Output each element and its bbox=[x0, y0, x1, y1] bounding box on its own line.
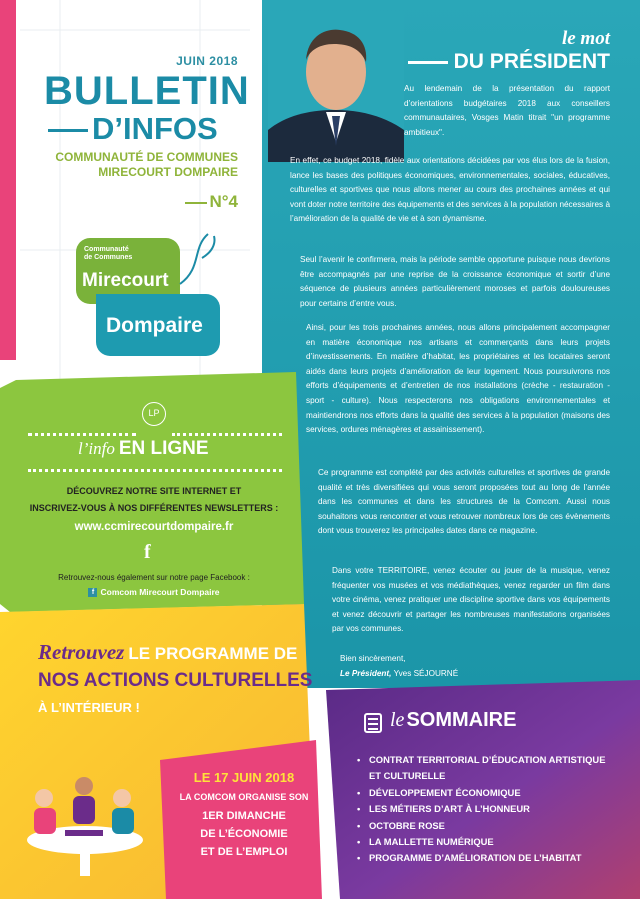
sommaire-item[interactable]: • LES MÉTIERS D’ART À L’HONNEUR bbox=[355, 801, 625, 817]
info-line-2: INSCRIVEZ-VOUS À NOS DIFFÉRENTES NEWSLETTERS : bbox=[29, 503, 279, 513]
event-line-3: DE L’ÉCONOMIE bbox=[200, 828, 288, 840]
logo-small-text bbox=[84, 246, 132, 262]
document-icon bbox=[364, 713, 382, 733]
president-paragraph-5: Ce programme est complété par des activités culturelles et sportives de grande qualité et très diversifiées qui vous seront proposées tout au long de l’année dans les communes et dans les structures de la Comcom. Aussi nous souhaitons vous rencontrer et vous retrouver nombreux lors de ces évènements dont vous trouverez les principales dates dans ce magazine. bbox=[318, 468, 610, 536]
president-photo bbox=[268, 12, 404, 162]
logo-swirl-icon bbox=[172, 228, 222, 288]
culture-line-3: À L’INTÉRIEUR ! bbox=[38, 700, 140, 715]
info-script: l’info bbox=[78, 439, 115, 458]
community-line-2: MIRECOURT DOMPAIRE bbox=[98, 165, 238, 179]
issue-number bbox=[172, 192, 238, 212]
issue-date: JUIN 2018 bbox=[176, 54, 238, 68]
sommaire-list bbox=[355, 752, 625, 867]
info-line-1: DÉCOUVREZ NOTRE SITE INTERNET ET bbox=[66, 486, 242, 496]
bulletin-title: BULLETIN bbox=[44, 69, 250, 113]
info-bold: EN LIGNE bbox=[118, 438, 209, 459]
issue-number-text: N°4 bbox=[209, 192, 238, 211]
facebook-icon[interactable]: f bbox=[144, 541, 151, 563]
issue-rule bbox=[185, 202, 207, 204]
mot-script: le mot bbox=[561, 28, 610, 49]
people-table-illustration bbox=[10, 770, 160, 880]
bulletin-subtitle bbox=[48, 112, 218, 146]
signature-name: Yves SÉJOURNÉ bbox=[393, 669, 459, 678]
logo-name-dompaire: Dompaire bbox=[106, 314, 203, 337]
signature-role: Le Président, bbox=[340, 669, 392, 678]
sommaire-item-continuation[interactable]: ET CULTURELLE bbox=[369, 770, 446, 782]
logo-name-mirecourt: Mirecourt bbox=[82, 270, 169, 291]
community-name bbox=[48, 150, 238, 180]
title-rule bbox=[48, 129, 88, 132]
president-paragraph-6: Dans votre TERRITOIRE, venez écouter ou jouer de la musique, venez fréquenter vos musées et vos médiathèques, venez regarder un film dans votre cinéma, venez pratiquer une discipline sportive dans vos équipements et venez découvrir et partager les nombreuses manifestations organisées par vos communes. bbox=[332, 566, 610, 634]
sommaire-item[interactable]: • PROGRAMME D’AMÉLIORATION DE L’HABITAT bbox=[355, 850, 625, 866]
president-paragraph-2: En effet, ce budget 2018, fidèle aux orientations décidées par vos élus lors de la fusion, lance les bases des politiques économiques, environnementales, sociales, éducatives, culturelles et sportives que nous allons mener au cours des prochaines années et qui vont doter notre territoire des équipements et des services à la population nécessaires à l’amélioration de la qualité de vie et à son dynamisme. bbox=[290, 156, 610, 224]
sommaire-title bbox=[390, 709, 516, 732]
culture-script: Retrouvez bbox=[38, 640, 125, 664]
facebook-small-icon: f bbox=[88, 588, 97, 597]
bulletin-subtitle-text: D’INFOS bbox=[92, 111, 218, 146]
sommaire-item[interactable]: • LA MALLETTE NUMÉRIQUE bbox=[355, 834, 625, 850]
culture-line-2: NOS ACTIONS CULTURELLES bbox=[38, 670, 313, 691]
community-logo bbox=[76, 238, 226, 362]
event-line-1: LA COMCOM ORGANISE SON bbox=[179, 792, 309, 802]
facebook-page-link[interactable] bbox=[20, 587, 288, 597]
signature-line bbox=[340, 666, 458, 681]
dotted-divider-right bbox=[172, 433, 282, 436]
president-paragraph-3: Seul l’avenir le confirmera, mais la période semble opportune puisque nous devrions être accompagnés par une reprise de la croissance économique et sortir d’une séquence de plusieurs années particulièrement moroses et parfois douloureuses pour certains d’entre vous. bbox=[300, 255, 610, 308]
logo-small-line-1: Communauté bbox=[84, 246, 129, 253]
facebook-text: Retrouvez-nous également sur notre page Facebook : bbox=[58, 573, 250, 582]
sommaire-title-text: SOMMAIRE bbox=[406, 709, 517, 731]
president-rule bbox=[408, 61, 448, 64]
culture-line-1-text: LE PROGRAMME DE bbox=[128, 644, 298, 663]
dotted-divider-bottom bbox=[28, 469, 282, 472]
sommaire-item[interactable]: • CONTRAT TERRITORIAL D’ÉDUCATION ARTISTIQUE bbox=[355, 752, 625, 768]
president-signature bbox=[340, 651, 458, 681]
president-paragraph-4: Ainsi, pour les trois prochaines années, nous allons principalement accompagner en matière économique nos artisans et commerçants dans leurs projets d’investissements. En matière d’habitat, les propriétaires et les locataires seront aidés dans leurs projets d’amélioration de leur logement. Nous poursuivrons nos efforts d’équipements et d’entretien de nos installations (crèche - restauration - sport - culture). Nous respecterons nos obligations environnementales et maintiendrons nos efforts dans la qualité des services à la population (maisons des services, ordures ménagères et assainissement). bbox=[306, 323, 610, 435]
president-paragraph-1: Au lendemain de la présentation du rapport d’orientations budgétaires 2018 aux conseillers communautaires, Vosges Matin titrait "un programme ambitieux". bbox=[404, 84, 610, 137]
closing-text: Bien sincèrement, bbox=[340, 654, 406, 663]
logo-small-line-2: de Communes bbox=[84, 254, 133, 261]
lp-badge-icon: LP bbox=[142, 402, 166, 426]
president-title-text: DU PRÉSIDENT bbox=[453, 50, 610, 73]
community-line-1: COMMUNAUTÉ DE COMMUNES bbox=[55, 150, 238, 164]
event-date: LE 17 JUIN 2018 bbox=[193, 770, 295, 785]
event-line-4: ET DE L’EMPLOI bbox=[200, 846, 288, 858]
culture-line-1 bbox=[38, 640, 297, 665]
event-line-2: 1ER DIMANCHE bbox=[202, 810, 286, 822]
sommaire-script: le bbox=[390, 709, 405, 731]
sommaire-item[interactable]: • DÉVELOPPEMENT ÉCONOMIQUE bbox=[355, 785, 625, 801]
website-link[interactable]: www.ccmirecourtdompaire.fr bbox=[74, 521, 234, 533]
facebook-page-name: Comcom Mirecourt Dompaire bbox=[100, 587, 220, 597]
dotted-divider-left bbox=[28, 433, 136, 436]
info-en-ligne-title bbox=[78, 438, 209, 460]
sommaire-item[interactable]: • OCTOBRE ROSE bbox=[355, 818, 625, 834]
president-title bbox=[408, 50, 610, 74]
